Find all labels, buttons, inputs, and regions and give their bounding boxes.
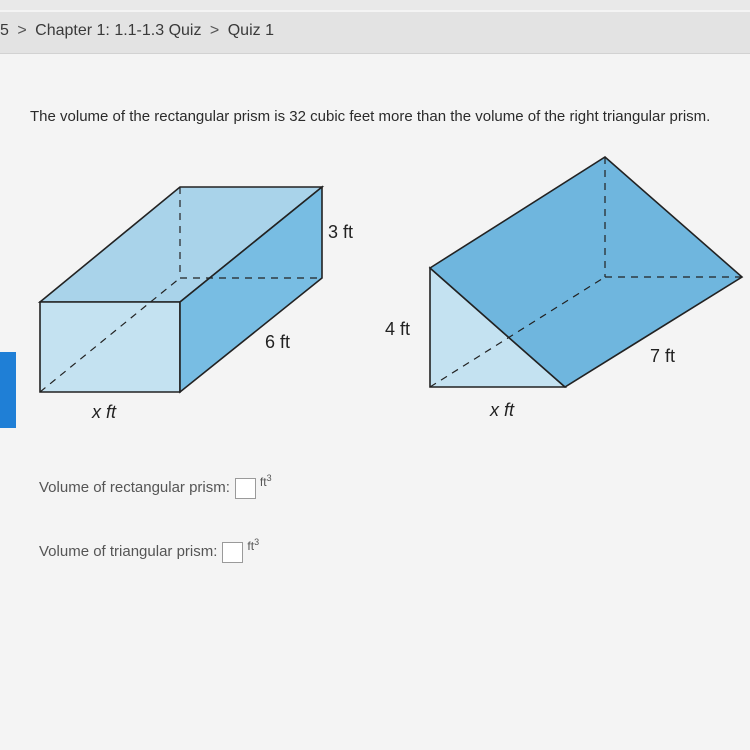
breadcrumb-item-course[interactable]: 5 <box>0 22 9 39</box>
prism-figures <box>0 140 750 430</box>
breadcrumb-separator: > <box>209 22 220 39</box>
rect-volume-row <box>39 473 272 500</box>
tri-volume-unit <box>247 537 259 553</box>
tri-base-label-text: x ft <box>490 400 515 420</box>
question-text: The volume of the rectangular prism is 32 cubic feet more than the volume of the right triangular prism. <box>30 108 711 125</box>
rect-volume-label: Volume of rectangular prism: <box>39 479 230 496</box>
breadcrumb <box>0 12 750 54</box>
breadcrumb-item-chapter[interactable]: Chapter 1: 1.1-1.3 Quiz <box>35 22 202 39</box>
rect-width-label-text: x ft <box>92 402 117 422</box>
unit-text: ft <box>247 539 255 553</box>
tri-volume-input[interactable] <box>222 542 243 563</box>
tri-volume-row <box>39 537 260 564</box>
rect-depth-label: 6 ft <box>265 332 291 352</box>
tri-height-label: 4 ft <box>385 319 411 339</box>
breadcrumb-item-quiz[interactable]: Quiz 1 <box>227 22 274 39</box>
rect-height-label: 3 ft <box>328 222 354 242</box>
unit-text: ft <box>259 475 267 489</box>
rect-width-label <box>91 402 117 422</box>
tri-volume-label: Volume of triangular prism: <box>39 543 218 560</box>
triangular-prism <box>385 157 742 420</box>
rect-volume-unit <box>260 473 272 489</box>
rect-prism-front-face <box>40 302 180 392</box>
unit-exponent: 3 <box>254 537 260 547</box>
tri-length-label: 7 ft <box>650 346 676 366</box>
rectangular-prism <box>40 187 353 422</box>
rect-volume-input[interactable] <box>235 478 256 499</box>
breadcrumb-separator: > <box>17 22 27 39</box>
tri-base-label <box>489 400 515 420</box>
top-strip <box>0 0 750 10</box>
unit-exponent: 3 <box>266 473 272 483</box>
